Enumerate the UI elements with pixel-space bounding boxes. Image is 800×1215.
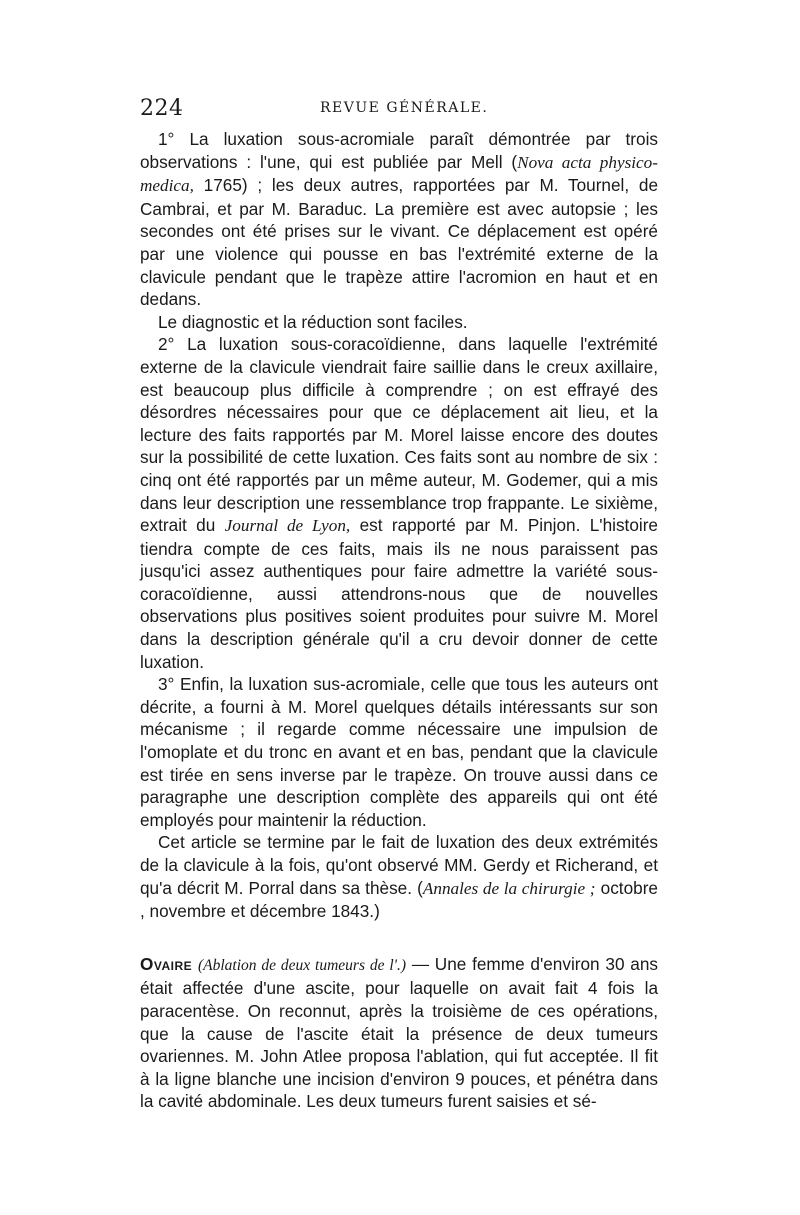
citation: Annales de la chirurgie ;	[422, 878, 596, 898]
text-segment: est rapporté par M. Pinjon. L'histoire tiendra compte de ces faits, mais ils ne nous paraissent pas jusqu'ici assez authentiques pour faire admettre la variété sous-coracoïdienne, aussi attendrons-nous que de nouvelles observations plus positives soient produites pour suivre M. Morel dans la description générale qu'il a cru devoir donner de cette luxation.	[140, 515, 658, 672]
page-number: 224	[140, 96, 184, 121]
paragraph-sus-acromiale: 3° Enfin, la luxation sus-acromiale, celle que tous les auteurs ont décrite, a fourni à M. Morel quelques détails intéressants sur son mécanisme ; il regarde comme nécessaire une impulsion de l'omoplate et du tronc en avant et en bas, pendant que la clavicule est tirée en sens inverse par le trapèze. On trouve aussi dans ce paragraphe une description complète des appareils qui ont été employés pour maintenir la réduction.	[140, 674, 658, 830]
paragraph-diagnostic: Le diagnostic et la réduction sont faciles.	[158, 311, 468, 332]
text-segment: Cet article se termine par le fait de luxation des deux extrémités de la clavicule à la fois, qu'ont observé MM. Gerdy et Richerand, et qu'a décrit M. Porral dans sa thèse. (	[140, 832, 658, 898]
paragraph-sous-acromiale	[140, 128, 658, 311]
text-segment: octobre , novembre et décembre 1843.)	[140, 877, 658, 922]
text-segment: 2° La luxation sous-coracoïdienne, dans laquelle l'extrémité externe de la clavicule viendrait faire saillie dans le creux axillaire, est beaucoup plus difficile à comprendre ; on est effrayé des désordres nécessaires pour que ce déplacement ait lieu, et la lecture des faits rapportés par M. Morel laisse encore des doutes sur la possibilité de cette luxation. Ces faits sont au nombre de six : cinq ont été rapportés par un même auteur, M. Godemer, qui a mis dans leur description une ressemblance trop frappante. Le sixième, extrait du	[140, 334, 658, 536]
citation: Journal de Lyon,	[224, 516, 351, 536]
section-subtitle: (Ablation de deux tumeurs de l'.)	[197, 956, 407, 974]
running-head	[140, 96, 658, 124]
paragraph-conclusion	[140, 831, 658, 922]
section-heading: Ovaire	[140, 953, 193, 974]
text-segment: — Une femme d'environ 30 ans était affectée d'une ascite, pour laquelle on avait fait 4 fois la paracentèse. On reconnut, après la troisième de ces opérations, que la cause de l'ascite était la présence de deux tumeurs ovariennes. M. John Atlee proposa l'ablation, qui fut acceptée. Il fit à la ligne blanche une incision d'environ 9 pouces, et pénétra dans la cavité abdominale. Les deux tumeurs furent saisies et sé-	[140, 953, 659, 1112]
paragraph-ovaire	[140, 953, 658, 1113]
running-title: REVUE GÉNÉRALE.	[320, 100, 489, 116]
paragraph-sous-coracoidienne	[140, 333, 658, 673]
citation: Nova acta physico-medica,	[140, 152, 658, 196]
book-page	[140, 96, 658, 1113]
text-segment: 1° La luxation sous-acromiale paraît démontrée par trois observations : l'une, qui est publiée par Mell (	[140, 129, 658, 172]
section-gap	[140, 923, 658, 953]
text-segment: 1765) ; les deux autres, rapportées par M. Tournel, de Cambrai, et par M. Baraduc. La première est avec autopsie ; les secondes ont été prises sur le vivant. Ce déplacement est opéré par une violence qui pousse en bas l'extrémité externe de la clavicule pendant que le trapèze attire l'acromion en haut et en dedans.	[140, 175, 658, 310]
